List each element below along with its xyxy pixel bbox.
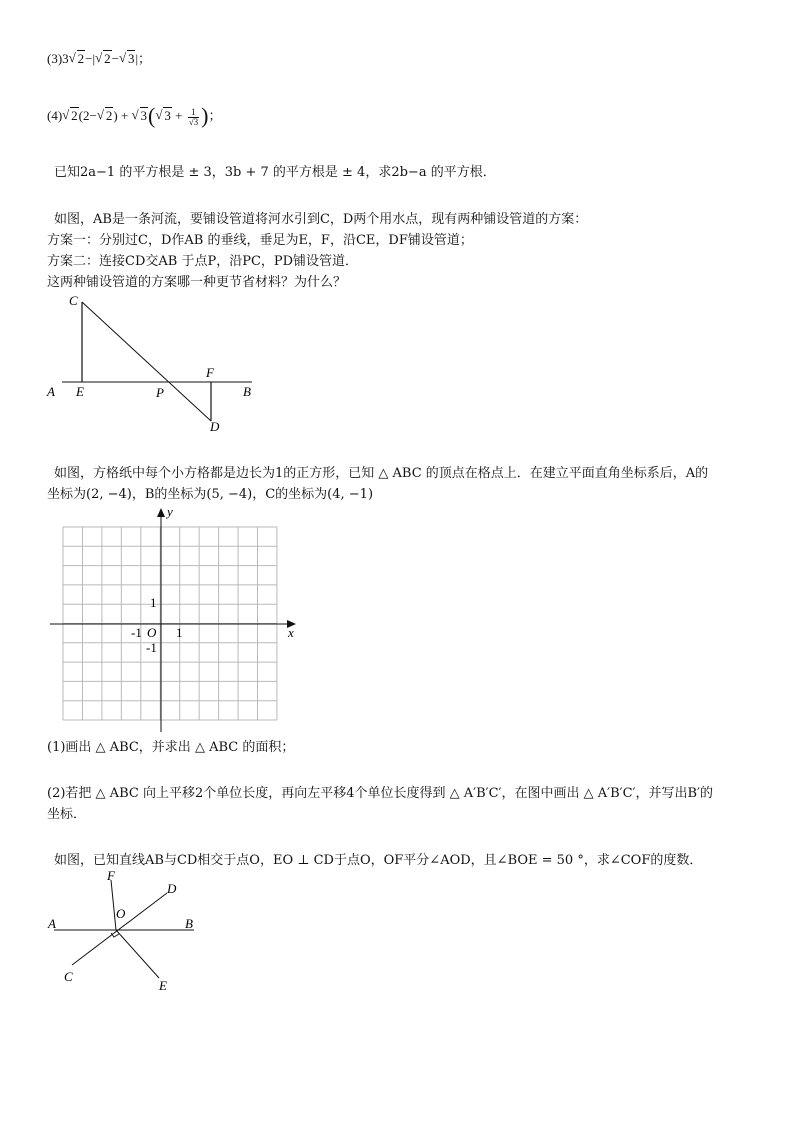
tick-label-x-1: 1	[176, 625, 183, 640]
angle-question: 如图，已知直线AB与CD相交于点O，EO ⊥ CD于点O，OF平分∠AOD，且∠BOE = 50 °，求∠COF的度数．	[54, 853, 703, 868]
label-f2: F	[107, 868, 115, 883]
tick-label-y-neg1: -1	[146, 640, 157, 655]
line-cd	[72, 893, 167, 965]
problem-3: (3)3√ 2−|√ 2−√ 3|；	[47, 50, 151, 67]
ray-of	[111, 880, 116, 930]
grid-sub2-line1: (2)若把 △ ABC 向上平移2个单位长度，再向左平移4个单位长度得到 △ A′B′C′，在图中画出 △ A′B′C′，并写出B′的	[47, 786, 713, 801]
y-axis-label: y	[167, 504, 173, 519]
label-e: E	[76, 384, 84, 399]
right-angle-mark	[111, 933, 119, 937]
tick-label-y-1: 1	[150, 595, 157, 610]
problem-4: (4)√ 2(2−√ 2) + √ 3(√ 3 + $\frac{1}{√3}$ )；	[47, 105, 222, 127]
pipe-question-line3: 方案二：连接CD交AB 于点P，沿PC，PD铺设管道．	[47, 254, 359, 269]
label-f: F	[206, 365, 214, 380]
pipe-question-line1: 如图，AB是一条河流，要铺设管道将河水引到C，D两个用水点，现有两种铺设管道的方案：	[54, 212, 588, 227]
label-o2: O	[116, 906, 126, 921]
label-e2: E	[159, 978, 167, 993]
grid-sub2-line2: 坐标．	[47, 807, 87, 822]
origin-label: O	[147, 625, 157, 640]
label-a: A	[47, 384, 55, 399]
label-p: P	[156, 385, 164, 400]
label-b2: B	[185, 916, 193, 931]
question-square-root: 已知2a−1 的平方根是 ± 3，3b + 7 的平方根是 ± 4，求2b−a 的平方根．	[54, 165, 496, 180]
x-axis-label: x	[288, 625, 294, 640]
label-b: B	[243, 384, 251, 399]
label-c2: C	[64, 969, 73, 984]
label-d2: D	[167, 881, 177, 896]
tick-label-x-neg1: -1	[131, 625, 142, 640]
label-d: D	[210, 419, 220, 434]
grid-question-line1: 如图，方格纸中每个小方格都是边长为1的正方形，已知 △ ABC 的顶点在格点上．在建立平面直角坐标系后，A的	[54, 466, 709, 481]
grid-question-line2: 坐标为(2, −4)，B的坐标为(5, −4)，C的坐标为(4, −1)	[47, 487, 374, 502]
grid-sub1: (1)画出 △ ABC，并求出 △ ABC 的面积；	[47, 740, 295, 755]
label-a2: A	[48, 916, 56, 931]
pipe-question-line2: 方案一：分别过C，D作AB 的垂线，垂足为E，F，沿CE，DF铺设管道；	[47, 233, 473, 248]
label-c: C	[69, 293, 78, 308]
pipe-question-line4: 这两种铺设管道的方案哪一种更节省材料？为什么？	[47, 275, 347, 290]
ray-oe	[116, 930, 159, 978]
